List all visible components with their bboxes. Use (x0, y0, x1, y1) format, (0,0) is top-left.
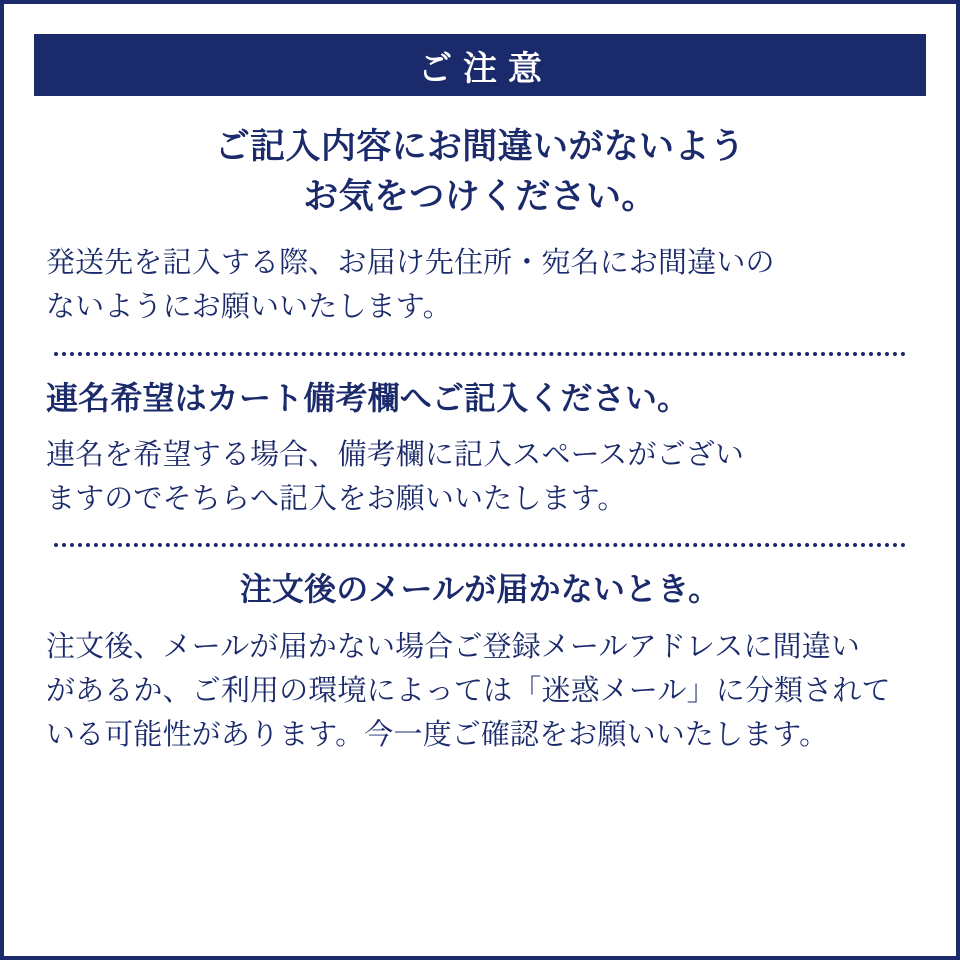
lead-heading (46, 122, 914, 221)
section-email-not-received-line-2: があるか、ご利用の環境によっては「迷惑メール」に分類されて (46, 674, 891, 707)
intro-paragraph (46, 241, 914, 329)
intro-paragraph-line-1: 発送先を記入する際、お届け先住所・宛名にお間違いの (46, 247, 775, 280)
section-email-not-received-line-1: 注文後、メールが届かない場合ご登録メールアドレスに間違い (46, 630, 861, 663)
section-email-not-received-line-3: いる可能性があります。今一度ご確認をお願いいたします。 (46, 719, 829, 752)
section-joint-name-paragraph (46, 433, 914, 521)
section-joint-name-title: 連名希望はカート備考欄へご記入ください。 (46, 379, 690, 416)
section-divider-2 (54, 543, 906, 547)
lead-heading-line-1: ご記入内容にお間違いがないよう (214, 127, 746, 166)
section-email-not-received-paragraph (46, 625, 914, 757)
intro-paragraph-line-2: ないようにお願いいたします。 (46, 291, 452, 324)
section-joint-name-line-2: ますのでそちらへ記入をお願いいたします。 (46, 483, 627, 516)
section-joint-name-line-1: 連名を希望する場合、備考欄に記入スペースがござい (46, 439, 745, 472)
section-divider-1 (54, 352, 906, 356)
section-email-not-received (46, 569, 914, 757)
lead-heading-line-2: お気をつけください。 (303, 176, 657, 216)
notice-content (4, 122, 956, 757)
notice-header-title: ご注意 (418, 49, 553, 88)
section-joint-name (46, 378, 914, 522)
notice-header (34, 34, 926, 96)
section-email-not-received-title: 注文後のメールが届かないとき。 (239, 571, 721, 608)
